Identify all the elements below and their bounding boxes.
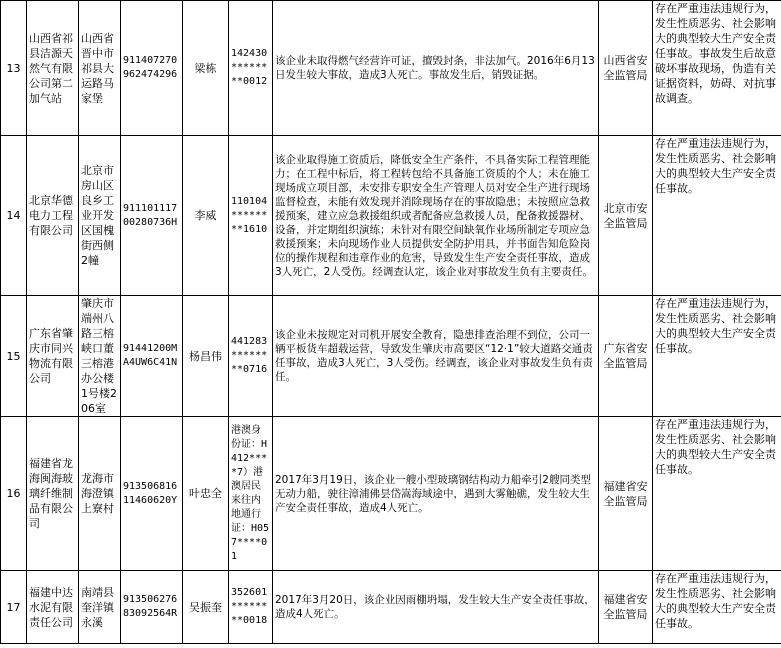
id-number: 441283********0716 bbox=[229, 296, 273, 417]
legal-person: 杨昌伟 bbox=[183, 296, 229, 417]
table-row bbox=[1, 296, 781, 417]
id-number: 港澳身份证：H412****7）港澳居民来往内地通行证：H057****01 bbox=[229, 417, 273, 571]
company-address: 北京市房山区良乡工业开发区国槐街西侧2幢 bbox=[79, 136, 121, 296]
table-row bbox=[1, 1, 781, 136]
legal-person: 叶忠全 bbox=[183, 417, 229, 571]
company-address: 南靖县奎洋镇永溪 bbox=[79, 571, 121, 644]
id-number: 352601********0018 bbox=[229, 571, 273, 644]
credit-code: 91350681611460620Y bbox=[121, 417, 183, 571]
violation-description: 该企业未取得燃气经营许可证，擅毁封条，非法加气。2016年6月13日发生较大事故，造成3人死亡。事故发生后，销毁证据。 bbox=[273, 1, 599, 136]
blacklist-reason: 存在严重违法违规行为，发生性质恶劣、社会影响大的典型较大生产安全责任事故。事故发生后故意破坏事故现场，伪造有关证据资料，妨碍、对抗事故调查。 bbox=[653, 1, 781, 136]
legal-person: 梁栋 bbox=[183, 1, 229, 136]
id-number: 110104********1610 bbox=[229, 136, 273, 296]
credit-code: 911407270962474296 bbox=[121, 1, 183, 136]
violation-description: 该企业未按规定对司机开展安全教育，隐患排查治理不到位，公司一辆平板货车超载运营，导致发生肇庆市高要区“12·1”较大道路交通责任事故，造成3人死亡，3人受伤。经调查，该企业对事故发生负有责任。 bbox=[273, 296, 599, 417]
id-number: 142430********0012 bbox=[229, 1, 273, 136]
row-number: 17 bbox=[1, 571, 27, 644]
blacklist-reason: 存在严重违法违规行为，发生性质恶劣、社会影响大的典型较大生产安全责任事故。 bbox=[653, 571, 781, 644]
violation-description: 2017年3月19日，该企业一艘小型玻璃钢结构动力船牵引2艘同类型无动力船，驶往漳浦佛昙岱嵩海域途中，遇到大雾触礁，发生较大生产安全责任事故，造成4人死亡。 bbox=[273, 417, 599, 571]
row-number: 16 bbox=[1, 417, 27, 571]
blacklist-reason: 存在严重违法违规行为，发生性质恶劣、社会影响大的典型较大生产安全责任事故。 bbox=[653, 296, 781, 417]
row-number: 14 bbox=[1, 136, 27, 296]
company-address: 肇庆市端州八路三榕峡口董三榕港办公楼1号楼206室 bbox=[79, 296, 121, 417]
company-name: 山西省祁县洁源天然气有限公司第二加气站 bbox=[27, 1, 79, 136]
authority: 北京市安全监管局 bbox=[599, 136, 653, 296]
company-name: 北京华德电力工程有限公司 bbox=[27, 136, 79, 296]
authority: 福建省安全监管局 bbox=[599, 417, 653, 571]
blacklist-reason: 存在严重违法违规行为，发生性质恶劣、社会影响大的典型较大生产安全责任事故。 bbox=[653, 417, 781, 571]
company-name: 福建省龙海闽海玻璃纤维制品有限公司 bbox=[27, 417, 79, 571]
blacklist-reason: 存在严重违法违规行为，发生性质恶劣、社会影响大的典型较大生产安全责任事故。 bbox=[653, 136, 781, 296]
credit-code: 91350627683092564R bbox=[121, 571, 183, 644]
company-address: 龙海市海澄镇上寮村 bbox=[79, 417, 121, 571]
company-name: 广东省肇庆市同兴物流有限公司 bbox=[27, 296, 79, 417]
authority: 广东省安全监管局 bbox=[599, 296, 653, 417]
table-row bbox=[1, 571, 781, 644]
table-row bbox=[1, 136, 781, 296]
credit-code: 91110111700280736H bbox=[121, 136, 183, 296]
legal-person: 吴振奎 bbox=[183, 571, 229, 644]
violation-description: 该企业取得施工资质后，降低安全生产条件，不具备实际工程管理能力；在工程中标后，将工程转包给不具备施工资质的个人；未在施工现场成立项目部，未安排专职安全生产管理人员对安全生产进行现场监督检查，未能有效发现并消除现场存在的事故隐患；未按照应急救援预案，建立应急救援组织或者配备应急救援人员，配备救援器材、设备，并定期组织演练；未针对有限空间缺氧作业场所制定专项应急救援预案；未向现场作业人员提供安全防护用具，并书面告知危险岗位的操作规程和违章作业的危害，导致发生生产安全责任事故，造成3人死亡，2人受伤。经调查认定，该企业对事故发生负有主要责任。 bbox=[273, 136, 599, 296]
legal-person: 李威 bbox=[183, 136, 229, 296]
row-number: 15 bbox=[1, 296, 27, 417]
credit-code: 91441200MA4UW6C41N bbox=[121, 296, 183, 417]
company-name: 福建中达水泥有限责任公司 bbox=[27, 571, 79, 644]
authority: 福建省安全监管局 bbox=[599, 571, 653, 644]
table-row bbox=[1, 417, 781, 571]
row-number: 13 bbox=[1, 1, 27, 136]
company-address: 山西省晋中市祁县大运路马家堡 bbox=[79, 1, 121, 136]
authority: 山西省安全监管局 bbox=[599, 1, 653, 136]
violation-description: 2017年3月20日，该企业因雨棚坍塌，发生较大生产安全责任事故，造成4人死亡。 bbox=[273, 571, 599, 644]
